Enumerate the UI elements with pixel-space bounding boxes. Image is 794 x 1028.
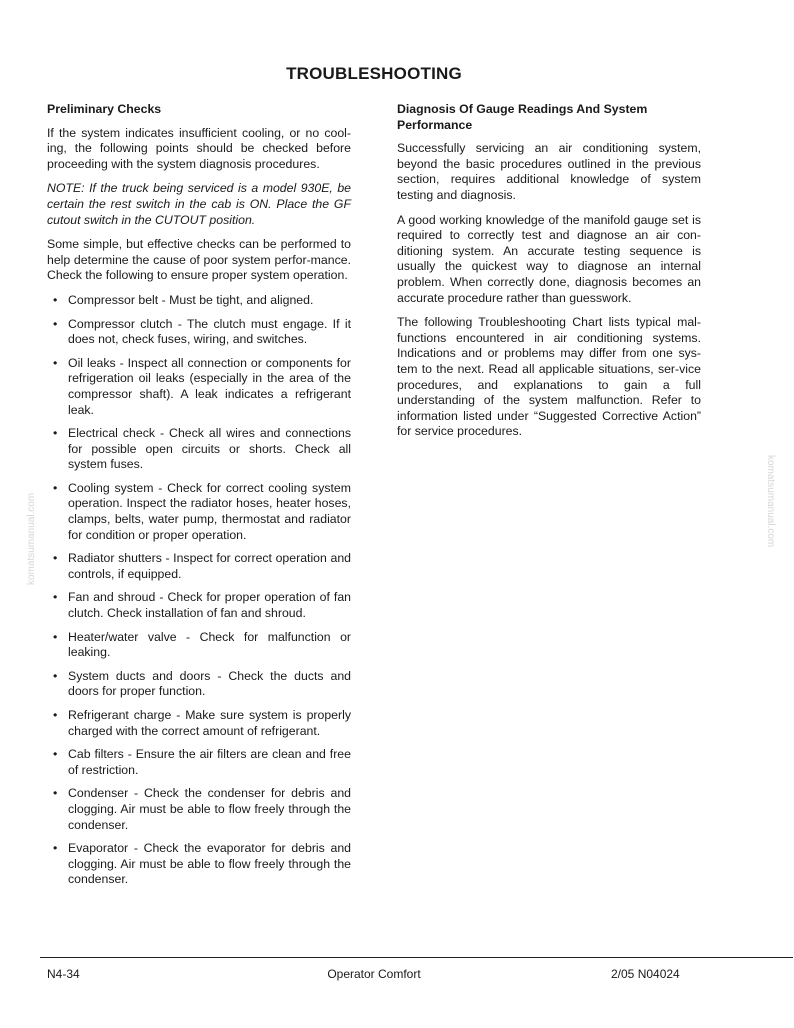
bullet-icon: • (53, 747, 58, 762)
bullet-icon: • (53, 316, 58, 331)
document-code: 2/05 N04024 (611, 967, 680, 981)
list-item (47, 293, 351, 309)
note-paragraph: NOTE: If the truck being serviced is a model 930E, be certain the rest switch in the cab is ON. Place the GF cutout switch in the CUTOUT position. (47, 181, 351, 227)
bullet-icon: • (53, 551, 58, 566)
watermark-right: komatsumanual.com (765, 455, 776, 548)
list-item-text: Heater/water valve - Check for malfunction or leaking. (68, 629, 351, 660)
bullet-icon: • (53, 292, 58, 307)
paragraph: A good working knowledge of the manifold gauge set is required to correctly test and diagnose an air con-ditioning system. An accurate testing sequence is usually the quickest way to diagnose an internal problem. When correctly done, diagnosis becomes an accurate procedure rather than guesswork. (397, 212, 701, 305)
left-column (47, 102, 351, 896)
right-column (397, 102, 701, 449)
list-item (47, 317, 351, 348)
bullet-icon: • (53, 841, 58, 856)
watermark-left: komatsumanual.com (26, 492, 37, 585)
list-item (47, 426, 351, 473)
bullet-icon: • (53, 426, 58, 441)
preliminary-checks-heading: Preliminary Checks (47, 102, 162, 116)
bullet-icon: • (53, 668, 58, 683)
bullet-icon: • (53, 480, 58, 495)
bullet-icon: • (53, 786, 58, 801)
list-item-text: Condenser - Check the condenser for debris and clogging. Air must be able to flow freely through the condenser. (68, 786, 351, 832)
list-item (47, 481, 351, 543)
list-item-text: System ducts and doors - Check the ducts and doors for proper function. (68, 668, 351, 699)
list-item-text: Cab filters - Ensure the air filters are clean and free of restriction. (68, 747, 351, 777)
bullet-icon: • (53, 355, 58, 370)
list-item (47, 786, 351, 833)
list-item-text: Refrigerant charge - Make sure system is properly charged with the correct amount of refrigerant. (68, 708, 351, 738)
list-item (47, 630, 351, 661)
list-item-text: Cooling system - Check for correct cooling system operation. Inspect the radiator hoses, heater hoses, clamps, belts, water pump, thermostat and radiator for condition or proper operation. (68, 480, 351, 542)
list-item (47, 669, 351, 700)
page-number: N4-34 (47, 967, 80, 981)
list-item-text: Radiator shutters - Inspect for correct operation and controls, if equipped. (68, 551, 351, 581)
list-item-text: Compressor belt - Must be tight, and aligned. (68, 292, 314, 307)
list-item-text: Electrical check - Check all wires and connections for possible open circuits or shorts. Check all system fuses. (68, 426, 351, 472)
list-item (47, 841, 351, 888)
list-item-text: Compressor clutch - The clutch must engage. If it does not, check fuses, wiring, and switches. (68, 316, 351, 347)
paragraph: The following Troubleshooting Chart lists typical mal-functions encountered in air conditioning systems. Indications and or problems may differ from one sys-tem to the next. Read all applicable situations, ser-vice procedures, and explanations to gain a full understanding of the system malfunction. Refer to information listed under “Suggested Corrective Action” for service procedures. (397, 315, 701, 439)
list-item (47, 356, 351, 418)
list-item (47, 747, 351, 778)
checks-list (47, 293, 351, 888)
list-item (47, 551, 351, 582)
section-name: Operator Comfort (327, 967, 421, 981)
list-item (47, 708, 351, 739)
list-item-text: Evaporator - Check the evaporator for debris and clogging. Air must be able to flow freely through the condenser. (68, 841, 351, 887)
footer-divider (40, 957, 793, 958)
list-item (47, 590, 351, 621)
paragraph: Successfully servicing an air conditioning system, beyond the basic procedures outlined in the previous section, requires additional knowledge of system testing and diagnosis. (397, 141, 701, 202)
diagnosis-heading: Diagnosis Of Gauge Readings And System Performance (397, 102, 648, 132)
list-item-text: Fan and shroud - Check for proper operation of fan clutch. Check installation of fan and shroud. (68, 590, 351, 621)
bullet-icon: • (53, 590, 58, 605)
bullet-icon: • (53, 629, 58, 644)
intro-paragraph: If the system indicates insufficient cooling, or no cool-ing, the following points should be checked before proceeding with the system diagnosis procedures. (47, 125, 351, 171)
bullet-icon: • (53, 708, 58, 722)
lead-paragraph: Some simple, but effective checks can be performed to help determine the cause of poor system perfor-mance. Check the following to ensure proper system operation. (47, 237, 351, 283)
list-item-text: Oil leaks - Inspect all connection or components for refrigeration oil leaks (especially in the area of the compressor shaft). A leak indicates a refrigerant leak. (68, 355, 351, 417)
page-title: TROUBLESHOOTING (286, 64, 462, 83)
